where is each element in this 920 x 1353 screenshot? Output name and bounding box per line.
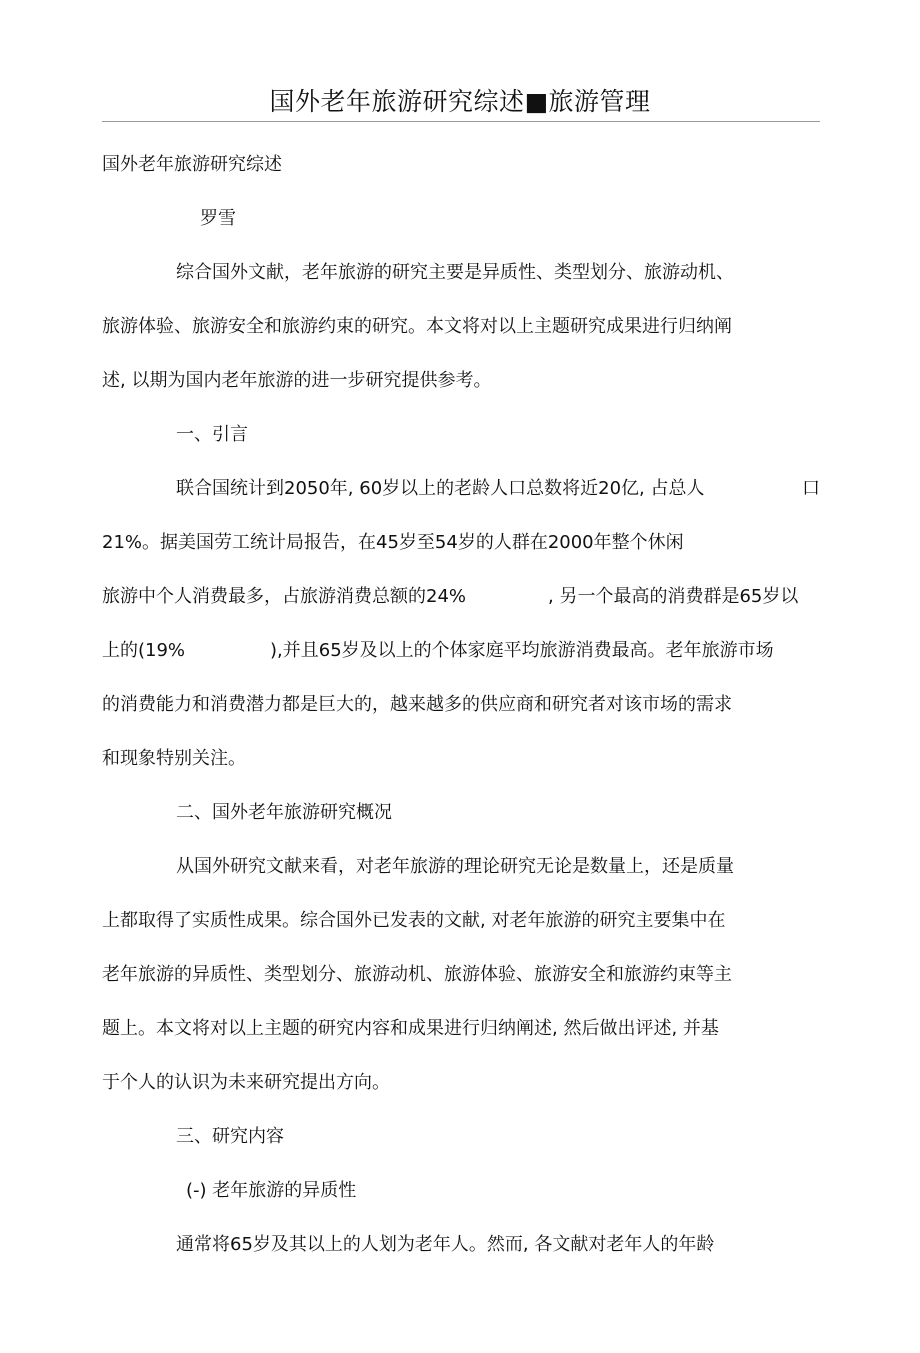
- title-divider: [102, 121, 820, 122]
- abstract-line-2: 旅游体验、旅游安全和旅游约束的研究。本文将对以上主题研究成果进行归纳阐: [102, 316, 732, 337]
- intro-line-1: 联合国统计到2050年, 60岁以上的老龄人口总数将近20亿, 占总人: [176, 478, 705, 499]
- author-name: 罗雪: [200, 208, 236, 229]
- intro-line-5: 的消费能力和消费潜力都是巨大的，越来越多的供应商和研究者对该市场的需求: [102, 694, 732, 715]
- intro-line-1-end: 口: [802, 478, 820, 499]
- section-heading-content: 三、研究内容: [176, 1126, 284, 1147]
- intro-line-3a: 旅游中个人消费最多，占旅游消费总额的24%: [102, 586, 467, 607]
- section-heading-overview: 二、国外老年旅游研究概况: [176, 802, 392, 823]
- overview-line-3: 老年旅游的异质性、类型划分、旅游动机、旅游体验、旅游安全和旅游约束等主: [102, 964, 732, 985]
- subsection-heading-heterogeneity: (-) 老年旅游的异质性: [186, 1180, 357, 1201]
- intro-line-4a: 上的(19%: [102, 640, 186, 661]
- intro-line-6: 和现象特别关注。: [102, 748, 246, 769]
- abstract-line-1: 综合国外文献，老年旅游的研究主要是异质性、类型划分、旅游动机、: [176, 262, 734, 283]
- intro-line-2: 21%。据美国劳工统计局报告，在45岁至54岁的人群在2000年整个休闲: [102, 532, 684, 553]
- overview-line-1: 从国外研究文献来看，对老年旅游的理论研究无论是数量上，还是质量: [176, 856, 734, 877]
- section-heading-intro: 一、引言: [176, 424, 248, 445]
- abstract-line-3: 述, 以期为国内老年旅游的进一步研究提供参考。: [102, 370, 492, 391]
- overview-line-5: 于个人的认识为未来研究提出方向。: [102, 1072, 390, 1093]
- content-line-1: 通常将65岁及其以上的人划为老年人。然而, 各文献对老年人的年龄: [176, 1234, 715, 1255]
- intro-line-3b: , 另一个最高的消费群是65岁以: [548, 586, 799, 607]
- overview-line-4: 题上。本文将对以上主题的研究内容和成果进行归纳阐述, 然后做出评述, 并基: [102, 1018, 719, 1039]
- page-title: 国外老年旅游研究综述■旅游管理: [269, 87, 651, 116]
- intro-line-4b: ),并且65岁及以上的个体家庭平均旅游消费最高。老年旅游市场: [270, 640, 774, 661]
- article-subtitle: 国外老年旅游研究综述: [102, 154, 282, 175]
- overview-line-2: 上都取得了实质性成果。综合国外已发表的文献, 对老年旅游的研究主要集中在: [102, 910, 726, 931]
